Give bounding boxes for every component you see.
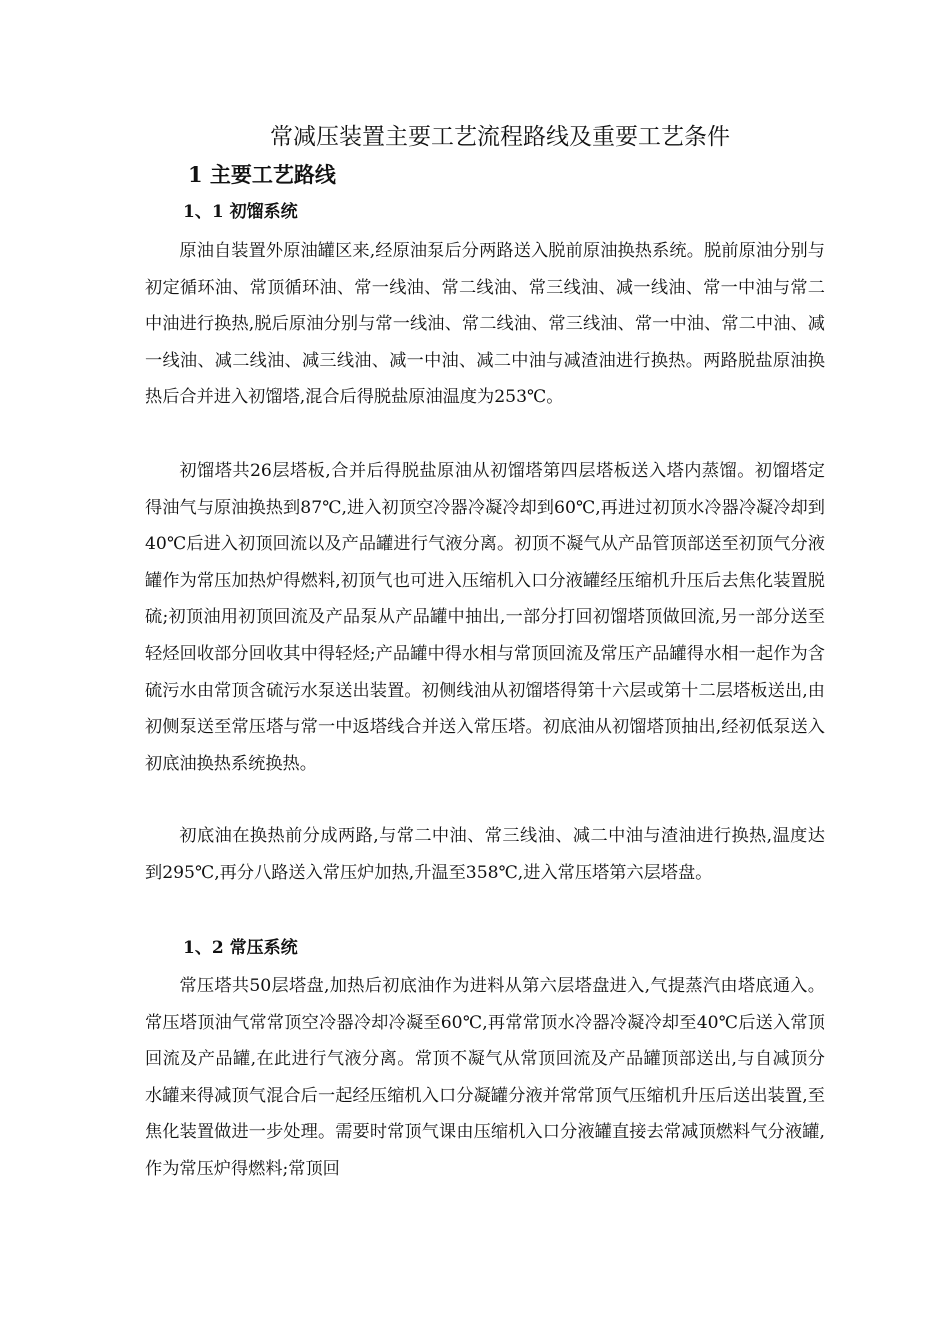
document-title: 常减压装置主要工艺流程路线及重要工艺条件 bbox=[270, 124, 730, 150]
section-heading-main-process: 1 主要工艺路线 bbox=[188, 162, 336, 187]
paragraph-crude-oil-heat-exchange: 原油自装置外原油罐区来,经原油泵后分两路送入脱前原油换热系统。脱前原油分别与初定循环油、常顶循环油、常一线油、常二线油、常三线油、减一线油、常一中油与常二中油进行换热,脱后原油分别与常一线油、常二线油、常三线油、常一中油、常二中油、减一线油、减二线油、减三线油、减一中油、减二中油与减渣油进行换热。两路脱盐原油换热后合并进入初馏塔,混合后得脱盐原油温度为253℃。 bbox=[145, 241, 825, 408]
paragraph-initial-tower: 初馏塔共26层塔板,合并后得脱盐原油从初馏塔第四层塔板送入塔内蒸馏。初馏塔定得油气与原油换热到87℃,进入初顶空冷器冷凝冷却到60℃,再进过初顶水冷器冷凝冷却到40℃后进入初顶回流以及产品罐进行气液分离。初顶不凝气从产品管顶部送至初顶气分液罐作为常压加热炉得燃料,初顶气也可进入压缩机入口分液罐经压缩机升压后去焦化装置脱硫;初顶油用初顶回流及产品泵从产品罐中抽出,一部分打回初馏塔顶做回流,另一部分送至轻烃回收部分回收其中得轻烃;产品罐中得水相与常顶回流及常压产品罐得水相一起作为含硫污水由常顶含硫污水泵送出装置。初侧线油从初馏塔得第十六层或第十二层塔板送出,由初侧泵送至常压塔与常一中返塔线合并送入常压塔。初底油从初馏塔顶抽出,经初低泵送入初底油换热系统换热。 bbox=[145, 461, 825, 774]
subsection-heading-atmospheric-system: 1、2 常压系统 bbox=[183, 938, 298, 958]
paragraph-atmospheric-tower: 常压塔共50层塔盘,加热后初底油作为进料从第六层塔盘进入,气提蒸汽由塔底通入。常压塔顶油气常常顶空冷器冷却冷凝至60℃,再常常顶水冷器冷凝冷却至40℃后送入常顶回流及产品罐,在此进行气液分离。常顶不凝气从常顶回流及产品罐顶部送出,与自减顶分水罐来得减顶气混合后一起经压缩机入口分凝罐分液并常常顶气压缩机升压后送出装置,至焦化装置做进一步处理。需要时常顶气课由压缩机入口分液罐直接去常减顶燃料气分液罐,作为常压炉得燃料;常顶回 bbox=[145, 976, 825, 1179]
subsection-heading-initial-distillation: 1、1 初馏系统 bbox=[183, 202, 298, 222]
paragraph-bottom-oil-heating: 初底油在换热前分成两路,与常二中油、常三线油、减二中油与渣油进行换热,温度达到295℃,再分八路送入常压炉加热,升温至358℃,进入常压塔第六层塔盘。 bbox=[145, 826, 825, 883]
